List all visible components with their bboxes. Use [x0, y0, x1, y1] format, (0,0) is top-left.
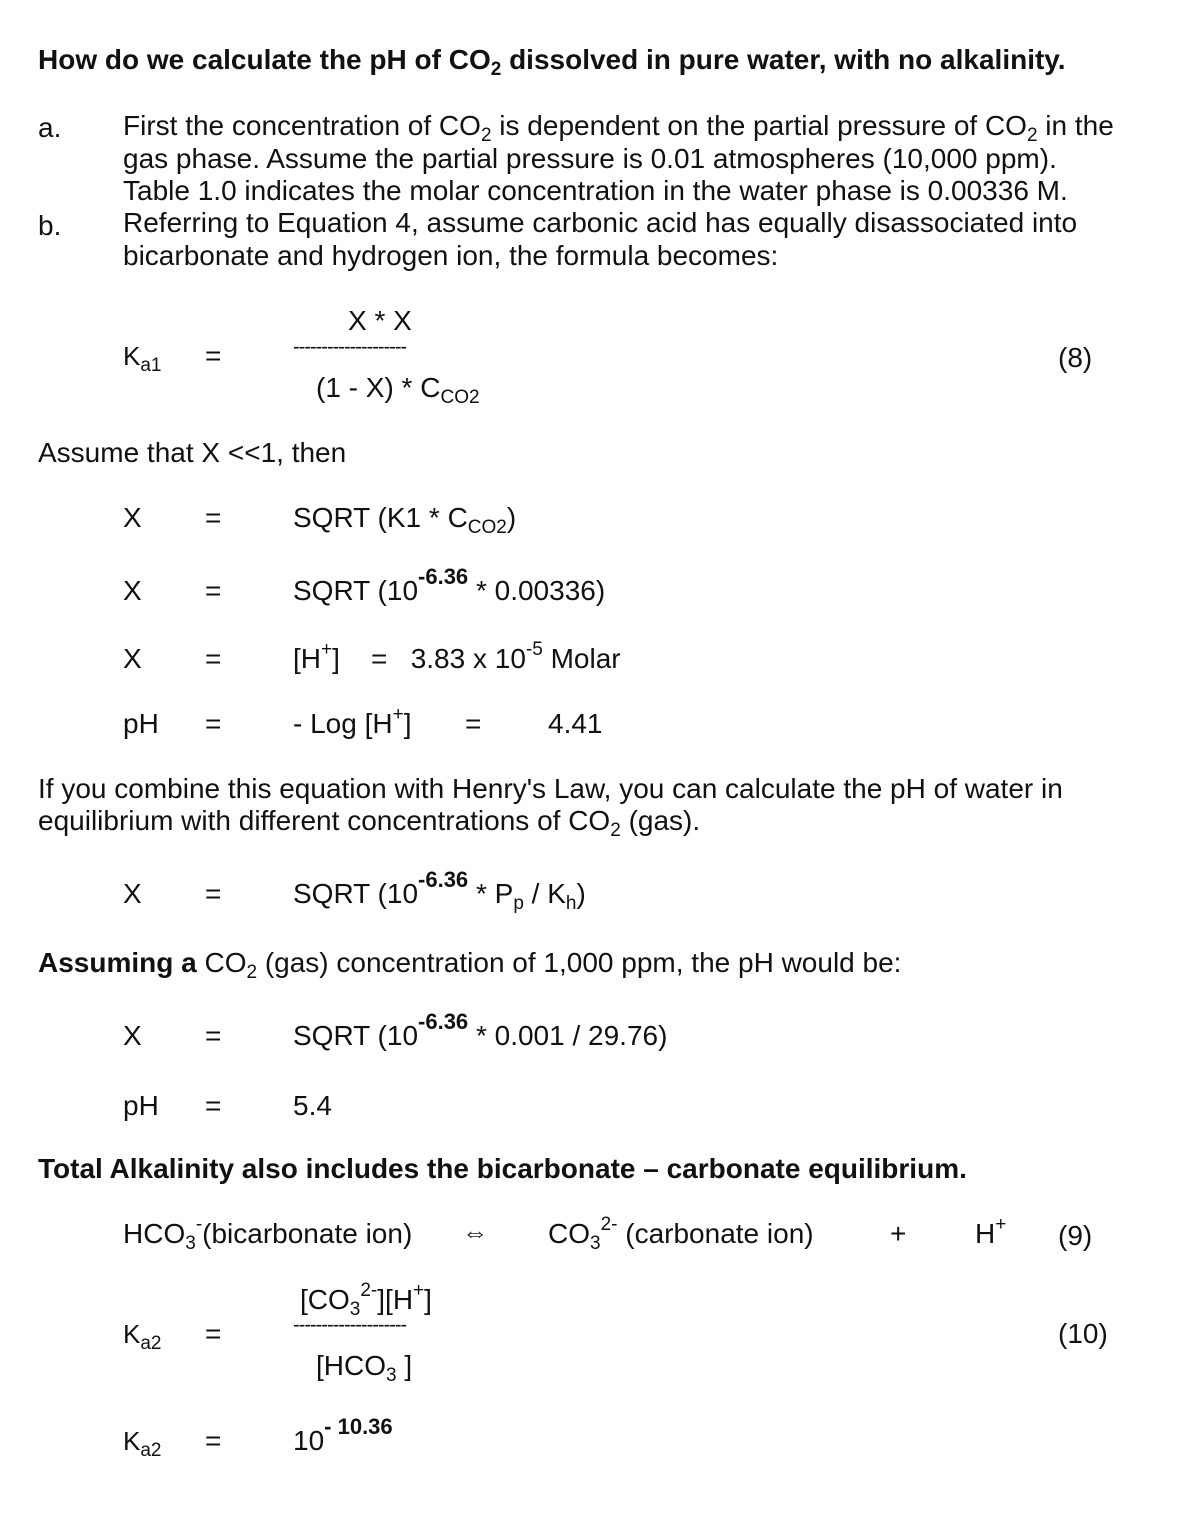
eq10-equals: =: [205, 1318, 222, 1349]
r7-equals: =: [205, 1090, 222, 1121]
eq8-numerator: X * X: [348, 305, 412, 336]
eq8-fraction-bar: --------------------: [293, 336, 407, 358]
r3-rhs: [H+] = 3.83 x $10^{-5}$ Molar: [293, 639, 621, 674]
eq10-fraction-bar: --------------------: [293, 1314, 407, 1336]
r4-equals: =: [205, 708, 222, 739]
r4-rhs: - Log [H+]: [293, 704, 412, 739]
item-b-line-2: bicarbonate and hydrogen ion, the formula becomes:: [123, 240, 779, 271]
eq9-plus: +: [890, 1218, 907, 1249]
r8-lhs: $K_{a2}$: [123, 1426, 162, 1461]
item-a-line-3: Table 1.0 indicates the molar concentration in the water phase is 0.00336 M.: [123, 175, 1068, 206]
r1-rhs: SQRT $(K1 * C_{CO2})$: [293, 502, 517, 538]
eq10-denominator: [$HCO_3$ ]: [316, 1350, 413, 1386]
r2-equals: =: [205, 575, 222, 606]
list-marker-b: b.: [38, 210, 62, 241]
r8-value: $10^{- 10.36}$: [293, 1414, 393, 1456]
eq8-lhs: $K_{a1}$: [123, 341, 162, 376]
r2-lhs: X: [123, 575, 142, 606]
item-b-line-1: Referring to Equation 4, assume carbonic acid has equally disassociated into: [123, 207, 1078, 238]
r1-lhs: X: [123, 502, 142, 533]
heading-co2-ph: How do we calculate the pH of $CO_2$ dissolved in pure water, with no alkalinity.: [38, 44, 1066, 80]
item-a-line-1: First the concentration of $CO_2$ is dependent on the partial pressure of $CO_2$ in the: [123, 110, 1114, 146]
r4-value: 4.41: [548, 708, 603, 739]
eq9-carbonate: $CO_3^{2-}$ (carbonate ion): [548, 1214, 814, 1254]
double-arrow-icon: ⇔: [462, 1217, 488, 1247]
eq9-label: (9): [1058, 1220, 1093, 1251]
r1-equals: =: [205, 502, 222, 533]
r4-lhs: pH: [123, 708, 159, 739]
henry-text-line-2: equilibrium with different concentrations of $CO_2$ (gas).: [38, 805, 701, 841]
r5-lhs: X: [123, 878, 142, 909]
eq10-numerator: $[CO_3^{2-}][H^+]$: [300, 1280, 432, 1320]
heading-total-alkalinity: Total Alkalinity also includes the bicarbonate – carbonate equilibrium.: [38, 1153, 967, 1184]
eq9-hydrogen: H+: [975, 1214, 1007, 1249]
eq10-label: (10): [1058, 1318, 1108, 1349]
eq10-lhs: $K_{a2}$: [123, 1319, 162, 1354]
r2-rhs: SQRT $(10^{-6.36} * 0.00336)$: [293, 564, 606, 606]
assume-text: Assume that X <<1, then: [38, 437, 347, 468]
r6-equals: =: [205, 1020, 222, 1051]
eq8-equals: =: [205, 340, 222, 371]
r7-value: 5.4: [293, 1090, 332, 1121]
r5-rhs: SQRT $(10^{-6.36} * P_p / K_h)$: [293, 867, 586, 914]
r7-lhs: pH: [123, 1090, 159, 1121]
r5-equals: =: [205, 878, 222, 909]
r3-equals: =: [205, 643, 222, 674]
r4-equals-2: =: [465, 708, 482, 739]
r8-equals: =: [205, 1425, 222, 1456]
eq8-denominator: $(1 - X) * C_{CO2}$: [316, 372, 480, 408]
r6-lhs: X: [123, 1020, 142, 1051]
eq8-label: (8): [1058, 342, 1093, 373]
list-marker-a: a.: [38, 112, 62, 143]
item-a-line-2: gas phase. Assume the partial pressure is 0.01 atmospheres (10,000 ppm).: [123, 143, 1057, 174]
henry-text-line-1: If you combine this equation with Henry's Law, you can calculate the pH of water in: [38, 773, 1063, 804]
assuming-text: Assuming a $CO_2$ (gas) concentration of 1,000 ppm, the pH would be:: [38, 947, 902, 983]
r3-lhs: X: [123, 643, 142, 674]
eq9-bicarbonate: $HCO_3^-(bicarbonate$ ion): [123, 1214, 413, 1254]
r6-rhs: SQRT $(10^{-6.36} * 0.001 / 29.76)$: [293, 1009, 668, 1051]
